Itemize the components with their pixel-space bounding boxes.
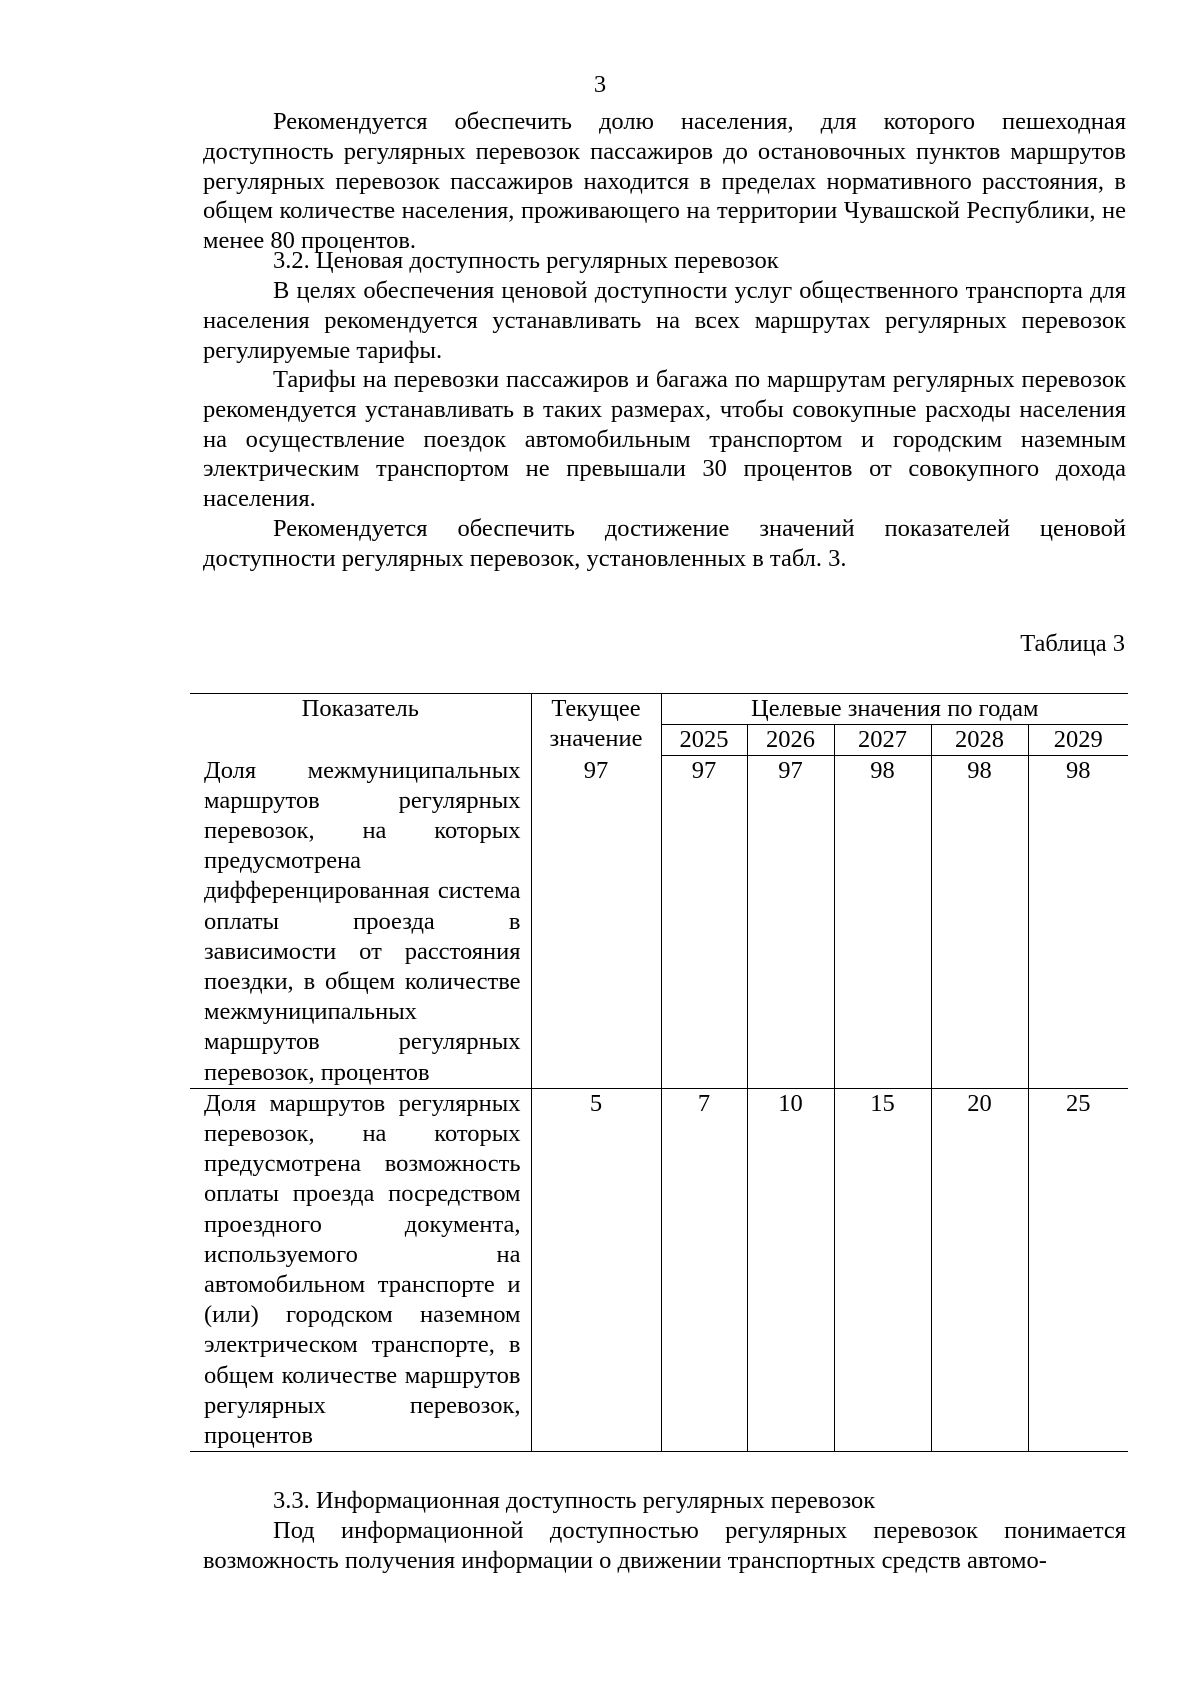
paragraph-intro: Рекомендуется обеспечить долю населения, для которого пешеходная доступность регулярных перевозок пассажиров до остановочных пунктов маршрутов регулярных перевозок пассажиров находится в пределах нормативного расстояния, в общем количестве населения, проживающего на территории Чувашской Республики, не менее 80 процентов. (203, 108, 1126, 255)
row-target-value: 10 (747, 1088, 834, 1451)
header-year: 2027 (834, 725, 931, 756)
row-target-value: 20 (931, 1088, 1028, 1451)
row-target-value: 98 (931, 756, 1028, 1089)
paragraph-3-2-a: В целях обеспечения ценовой доступности услуг общественного транспорта для населения рекомендуется устанавливать на всех маршрутах регулярных перевозок регулируемые тарифы. (203, 277, 1126, 364)
header-year: 2029 (1028, 725, 1128, 756)
row-target-value: 15 (834, 1088, 931, 1451)
paragraph-3-3-a: Под информационной доступностью регулярных перевозок понимается возможность получения информации о движении транспортных средств автомо- (203, 1517, 1126, 1574)
row-target-value: 97 (661, 756, 747, 1089)
row-target-value: 7 (661, 1088, 747, 1451)
row-current-value: 97 (531, 756, 661, 1089)
indicators-table (190, 693, 1128, 1452)
paragraph-3-2-c: Рекомендуется обеспечить достижение значений показателей ценовой доступности регулярных перевозок, установленных в табл. 3. (203, 515, 1126, 572)
section-3-2-heading: 3.2. Ценовая доступность регулярных перевозок (273, 247, 779, 274)
paragraph-3-2-b: Тарифы на перевозки пассажиров и багажа по маршрутам регулярных перевозок рекомендуется устанавливать в таких размерах, чтобы совокупные расходы населения на осуществление поездок автомобильным транспортом и городским наземным электрическим транспортом не превышали 30 процентов от совокупного дохода населения. (203, 366, 1126, 513)
row-current-value: 5 (531, 1088, 661, 1451)
header-year: 2028 (931, 725, 1028, 756)
table-caption: Таблица 3 (1020, 630, 1125, 657)
header-target-values: Целевые значения по годам (661, 694, 1128, 725)
row-target-value: 25 (1028, 1088, 1128, 1451)
header-year: 2026 (747, 725, 834, 756)
header-indicator: Показатель (190, 694, 531, 756)
header-year: 2025 (661, 725, 747, 756)
table-row (190, 756, 1128, 1089)
section-3-3-heading: 3.3. Информационная доступность регулярных перевозок (273, 1487, 876, 1514)
table-row (190, 1088, 1128, 1451)
header-current-value: Текущее значение (531, 694, 661, 756)
row-target-value: 97 (747, 756, 834, 1089)
page-number: 3 (593, 71, 607, 98)
row-target-value: 98 (1028, 756, 1128, 1089)
row-target-value: 98 (834, 756, 931, 1089)
row-indicator: Доля межмуниципальных маршрутов регулярных перевозок, на которых предусмотрена дифференцированная система оплаты проезда в зависимости от расстояния поездки, в общем количестве межмуниципальных маршрутов регулярных перевозок, процентов (190, 756, 531, 1089)
row-indicator: Доля маршрутов регулярных перевозок, на которых предусмотрена возможность оплаты проезда посредством проездного документа, используемого на автомобильном транспорте и (или) городском наземном электрическом транспорте, в общем количестве маршрутов регулярных перевозок, процентов (190, 1088, 531, 1451)
